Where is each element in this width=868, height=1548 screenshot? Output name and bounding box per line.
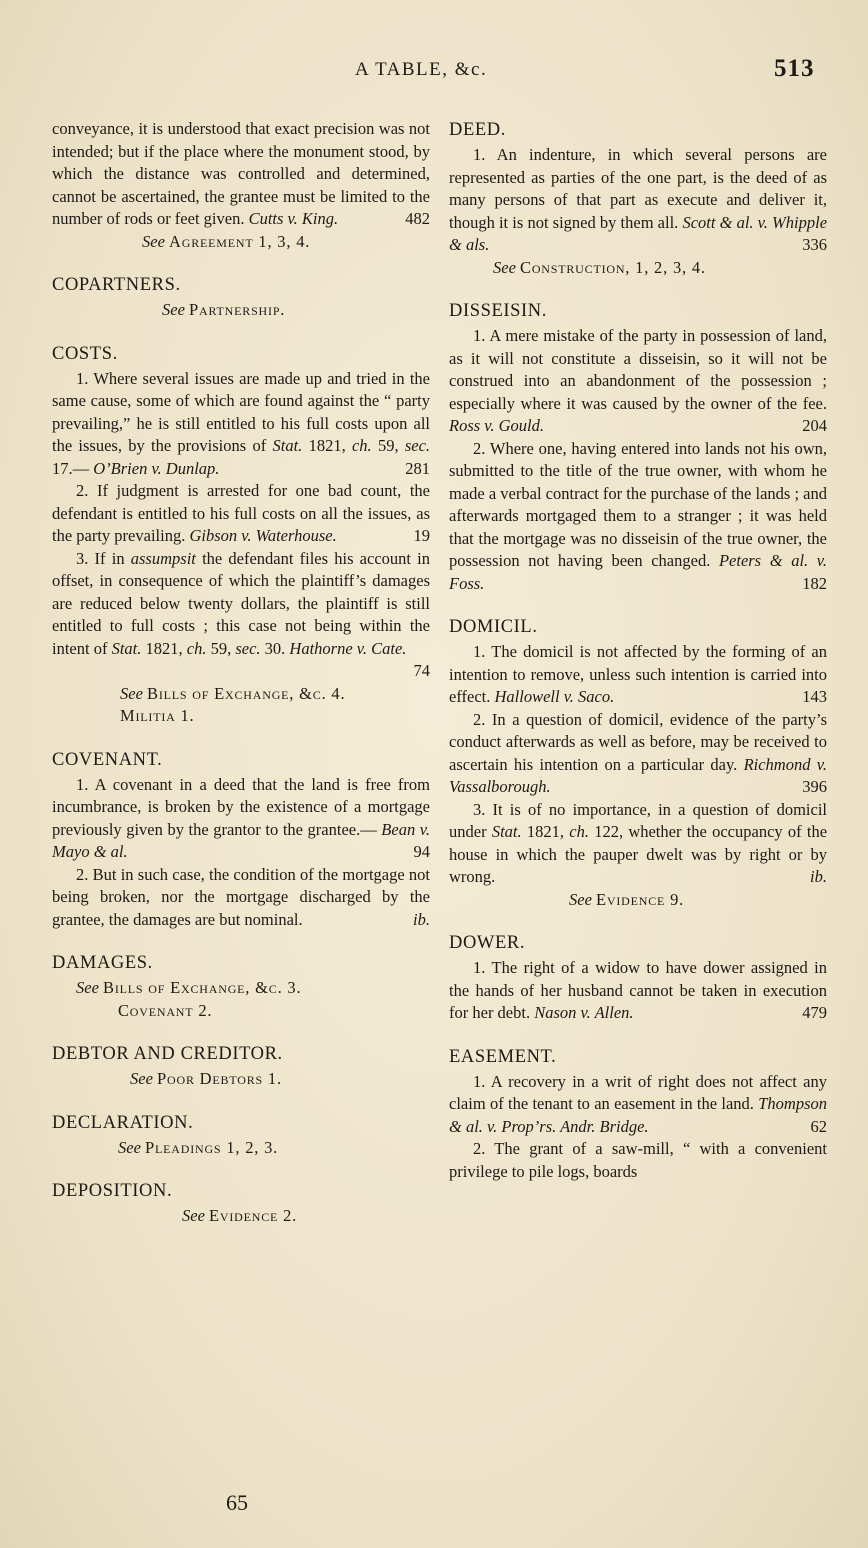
entry-heading: DISSEISIN. <box>449 301 547 321</box>
page-number: 513 <box>774 55 815 82</box>
entry-heading: DEBTOR AND CREDITOR. <box>52 1044 283 1064</box>
entry-continuation <box>52 118 430 253</box>
entry-paragraph: 2. In a question of domicil, evidence of the party’s conduct afterwards as well as before, may be received to ascertain his intention on a particular day. Richmond v. Vassalborough. 396 <box>449 709 827 799</box>
case-citation: Bean v. Mayo & al. <box>52 819 430 861</box>
entry-paragraph: 1. A mere mistake of the party in possession of land, as it will not constitute a disseisin, so it will not be construed into an abandonment of the possession ; especially where it was caused by the owner of the fee. Ross v. Gould. 204 <box>449 325 827 438</box>
see-reference: See Evidence 9. <box>569 889 685 909</box>
page-reference: 396 <box>802 777 827 796</box>
entry-damages <box>52 951 430 1022</box>
case-citation: Hallowell v. Saco. <box>494 687 615 706</box>
page-reference: 479 <box>802 1003 827 1022</box>
running-title: A TABLE, &c. <box>355 59 488 80</box>
entry-covenant <box>52 748 430 932</box>
page-reference: 19 <box>413 526 430 545</box>
page-reference: ib. <box>413 909 430 929</box>
entry-heading: COSTS. <box>52 343 118 364</box>
entry-heading: DOMICIL. <box>449 617 538 637</box>
see-reference: See Construction, 1, 2, 3, 4. <box>493 257 706 277</box>
page-reference: 204 <box>802 416 827 435</box>
entry-disseisin <box>449 299 827 595</box>
page-reference: 182 <box>802 573 827 593</box>
entry-heading: DEED. <box>449 120 506 140</box>
entry-domicil <box>449 615 827 911</box>
entry-deposition <box>52 1179 430 1228</box>
page-reference: 482 <box>405 209 430 228</box>
see-reference-continued: Militia 1. <box>120 706 195 725</box>
entry-deed <box>449 118 827 279</box>
entry-paragraph: 2. The grant of a saw-mill, “ with a convenient privilege to pile logs, boards <box>449 1139 827 1181</box>
left-column <box>52 118 430 1248</box>
entry-paragraph: 1. An indenture, in which several persons are represented as parties of the one part, is the deed of as many persons of that part as execute and deliver it, though it is not signed by them all. Scott & al. v. Whipple & als. 336 <box>449 144 827 257</box>
see-reference: See Bills of Exchange, &c. 4. <box>120 683 346 703</box>
entry-heading: DECLARATION. <box>52 1112 194 1133</box>
entry-heading: DOWER. <box>449 933 526 953</box>
entry-easement <box>449 1045 827 1184</box>
page-header <box>0 55 868 91</box>
case-citation: Hathorne v. Cate. <box>289 638 407 658</box>
page-reference: 336 <box>802 235 827 254</box>
entry-debtor-and-creditor <box>52 1042 430 1091</box>
entry-heading: COVENANT. <box>52 749 163 770</box>
entry-paragraph: 1. Where several issues are made up and tried in the same cause, some of which are found against the “ party prevailing,” he is still entitled to his full costs upon all the issues, by the provisions of Stat. 1821, ch. 59, sec. 17.— O’Brien v. Dunlap. 281 <box>52 368 430 481</box>
entry-dower <box>449 931 827 1025</box>
see-reference: See Partnership. <box>162 300 286 319</box>
see-reference: See Bills of Exchange, &c. 3. <box>76 978 302 997</box>
case-citation: Richmond v. Vassalborough. <box>449 754 827 796</box>
see-reference: See Pleadings 1, 2, 3. <box>118 1137 279 1157</box>
page-reference: 281 <box>405 458 430 478</box>
signature-mark: 65 <box>226 1490 248 1515</box>
entry-paragraph: 1. A covenant in a deed that the land is free from incumbrance, is broken by the existence of a mortgage previously given by the grantor to the grantee.— Bean v. Mayo & al. 94 <box>52 774 430 864</box>
entry-paragraph: 3. If in assumpsit the defendant files his account in offset, in consequence of which the plaintiff’s damages are reduced below twenty dollars, the plaintiff is still entitled to full costs ; this case not being within the intent of Stat. 1821, ch. 59, sec. 30. Hathorne v. Cate. 74 <box>52 548 430 683</box>
entry-paragraph: 2. But in such case, the condition of the mortgage not being broken, nor the mortgage discharged by the grantee, the damages are but nominal. ib. <box>52 864 430 932</box>
entry-heading: DEPOSITION. <box>52 1181 173 1201</box>
case-citation: O’Brien v. Dunlap. <box>93 458 220 478</box>
case-citation: Gibson v. Waterhouse. <box>189 526 337 545</box>
entry-text: conveyance, it is understood that exact precision was not intended; but if the place where the monument stood, by which the distance was controlled and determined, cannot be ascertained, the grantee must be limited to the number of rods or feet given. Cutts v. King. 482 <box>52 118 430 231</box>
entry-paragraph: 1. The domicil is not affected by the forming of an intention to remove, unless such intention is carried into effect. Hallowell v. Saco. 143 <box>449 641 827 709</box>
see-reference: See Agreement 1, 3, 4. <box>142 231 311 251</box>
entry-paragraph: 3. It is of no importance, in a question of domicil under Stat. 1821, ch. 122, whether the occupancy of the house in which the pauper dwelt was by right or by wrong. ib. <box>449 799 827 889</box>
entry-heading: DAMAGES. <box>52 953 153 973</box>
entry-paragraph: 2. If judgment is arrested for one bad count, the defendant is entitled to his full costs on all the issues, as the party prevailing. Gibson v. Waterhouse. 19 <box>52 480 430 548</box>
case-citation: Thompson & al. v. Prop’rs. Andr. Bridge. <box>449 1094 828 1136</box>
page-reference: 74 <box>413 661 430 680</box>
right-column <box>449 118 827 1203</box>
case-citation: Cutts v. King. <box>248 209 339 228</box>
entry-paragraph: 1. A recovery in a writ of right does not affect any claim of the tenant to an easement in the land. Thompson & al. v. Prop’rs. Andr. Bridge. 62 <box>449 1071 827 1139</box>
case-citation: Ross v. Gould. <box>449 416 545 435</box>
page-reference: 62 <box>810 1116 827 1136</box>
case-citation: Scott & al. v. Whipple & als. <box>449 212 828 254</box>
case-citation: Peters & al. v. Foss. <box>449 551 827 593</box>
entry-copartners <box>52 273 430 322</box>
entry-heading: EASEMENT. <box>449 1046 557 1067</box>
entry-declaration <box>52 1111 430 1160</box>
page-reference: ib. <box>810 867 827 886</box>
entry-costs <box>52 342 430 728</box>
entry-paragraph: 2. Where one, having entered into lands not his own, submitted to the title of the true owner, with whom he made a verbal contract for the purchase of the lands ; and afterwards mortgaged them to a stranger ; it was held that the mortgage was no disseisin of the true owner, the possession not having been changed. Peters & al. v. Foss. 182 <box>449 438 827 596</box>
see-reference: See Poor Debtors 1. <box>130 1069 282 1088</box>
see-reference-continued: Covenant 2. <box>118 1000 213 1020</box>
entry-paragraph: 1. The right of a widow to have dower assigned in the hands of her husband cannot be taken in execution for her debt. Nason v. Allen. 479 <box>449 957 827 1025</box>
page-reference: 143 <box>802 687 827 706</box>
entry-heading: COPARTNERS. <box>52 275 181 295</box>
see-reference: See Evidence 2. <box>182 1206 298 1225</box>
case-citation: Nason v. Allen. <box>534 1003 634 1022</box>
page-reference: 94 <box>413 842 430 861</box>
